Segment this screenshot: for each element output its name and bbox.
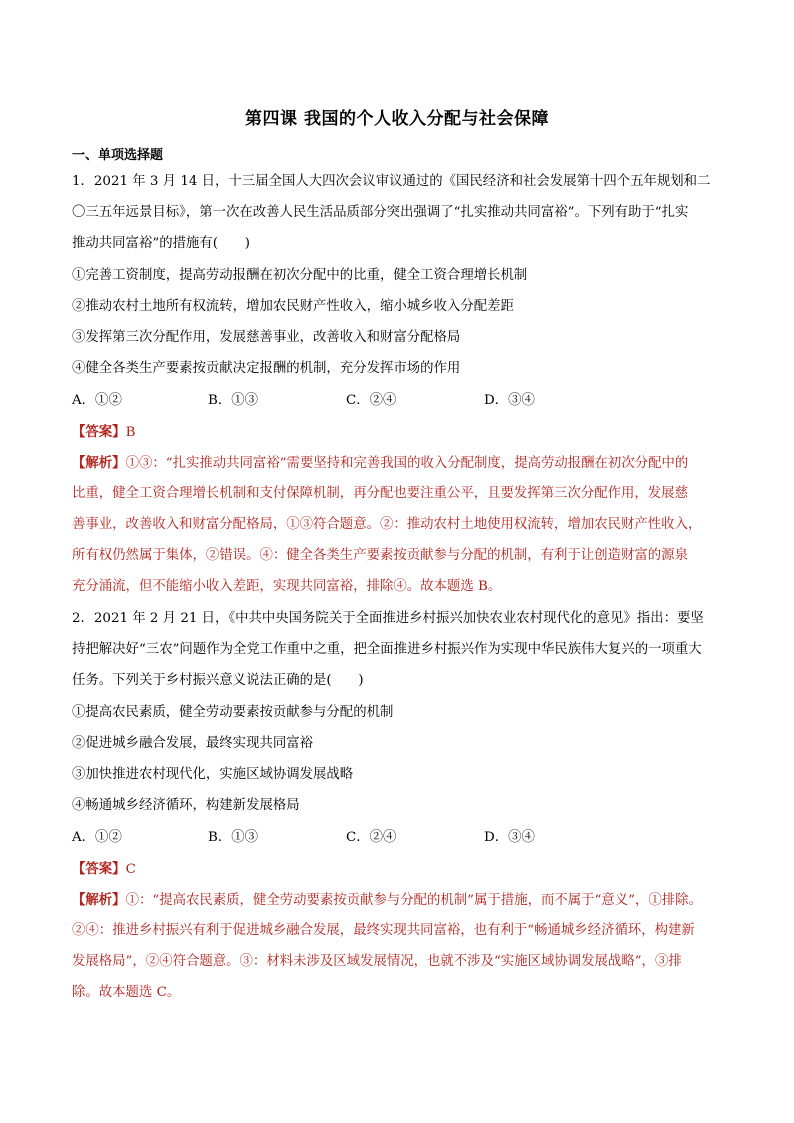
q2-stem-line: 2．2021 年 2 月 21 日，《中共中央国务院关于全面推进乡村振兴加快农业农村现代化的意见》指出：要坚 bbox=[72, 611, 704, 626]
q1-analysis-text: ①③：“扎实推动共同富裕”需要坚持和完善我国的收入分配制度，提高劳动报酬在初次分配中的 bbox=[125, 456, 689, 471]
q2-stem-line: 任务。下列关于乡村振兴意义说法正确的是( ) bbox=[72, 673, 364, 688]
q2-option-b: B．①③ bbox=[208, 830, 259, 845]
q2-stem-line: 持把解决好“三农”问题作为全党工作重中之重，把全面推进乡村振兴作为实现中华民族伟大复兴的一项重大 bbox=[72, 642, 702, 657]
q2-analysis-line: 发展格局”，②④符合题意。③：材料未涉及区域发展情况，也就不涉及“实施区域协调发展战略”，③排 bbox=[72, 954, 682, 969]
q2-item: ②促进城乡融合发展，最终实现共同富裕 bbox=[72, 736, 314, 751]
q1-option-b: B．①③ bbox=[208, 393, 259, 408]
q1-analysis-label: 【解析】 bbox=[72, 455, 126, 471]
q2-analysis-line bbox=[72, 890, 702, 911]
q1-answer-label: 【答案】 bbox=[72, 424, 126, 440]
q2-analysis-line: 除。故本题选 C。 bbox=[72, 985, 181, 1000]
q1-options bbox=[72, 391, 535, 411]
q2-item: ①提高农民素质，健全劳动要素按贡献参与分配的机制 bbox=[72, 705, 394, 720]
q1-item: ④健全各类生产要素按贡献决定报酬的机制，充分发挥市场的作用 bbox=[72, 361, 461, 376]
q1-answer-value: B bbox=[125, 425, 136, 440]
q2-option-a: A．①② bbox=[72, 830, 122, 845]
q1-stem-line: 1．2021 年 3 月 14 日，十三届全国人大四次会议审议通过的《国民经济和社会发展第十四个五年规划和二 bbox=[72, 174, 711, 189]
q1-item: ③发挥第三次分配作用，发展慈善事业，改善收入和财富分配格局 bbox=[72, 330, 461, 345]
q2-item: ③加快推进农村现代化，实施区域协调发展战略 bbox=[72, 767, 354, 782]
q2-analysis-line: ②④：推进乡村振兴有利于促进城乡融合发展，最终实现共同富裕，也有利于“畅通城乡经济循环，构建新 bbox=[72, 923, 695, 938]
q2-analysis-text: ①：“提高农民素质，健全劳动要素按贡献参与分配的机制”属于措施，而不属于“意义”，①排除。 bbox=[125, 893, 702, 908]
q2-options bbox=[72, 828, 535, 848]
q1-analysis-line: 善事业，改善收入和财富分配格局，①③符合题意。②：推动农村土地使用权流转，增加农民财产性收入， bbox=[72, 517, 702, 532]
q1-analysis-line: 所有权仍然属于集体，②错误。④：健全各类生产要素按贡献参与分配的机制，有利于让创造财富的源泉 bbox=[72, 548, 688, 563]
q1-analysis-line: 比重，健全工资合理增长机制和支付保障机制，再分配也要注重公平，且要发挥第三次分配作用，发展慈 bbox=[72, 486, 688, 501]
q2-answer-value: C bbox=[125, 862, 136, 877]
q1-analysis-line bbox=[72, 453, 688, 474]
q2-answer bbox=[72, 859, 136, 880]
q1-stem-line: 〇三五年远景目标》，第一次在改善人民生活品质部分突出强调了“扎实推动共同富裕”。下列有助于“扎实 bbox=[72, 205, 689, 220]
q1-item: ①完善工资制度，提高劳动报酬在初次分配中的比重，健全工资合理增长机制 bbox=[72, 268, 528, 283]
q1-option-c: C．②④ bbox=[346, 393, 397, 408]
q1-option-a: A．①② bbox=[72, 393, 122, 408]
q1-analysis-line: 充分涌流，但不能缩小收入差距，实现共同富裕，排除④。故本题选 B。 bbox=[72, 579, 502, 594]
q1-item: ②推动农村土地所有权流转，增加农民财产性收入，缩小城乡收入分配差距 bbox=[72, 299, 514, 314]
q2-item: ④畅通城乡经济循环，构建新发展格局 bbox=[72, 798, 300, 813]
q1-stem-line: 推动共同富裕”的措施有( ) bbox=[72, 236, 250, 251]
q2-answer-label: 【答案】 bbox=[72, 861, 126, 877]
section-heading: 一、单项选择题 bbox=[72, 148, 164, 163]
q2-analysis-label: 【解析】 bbox=[72, 892, 126, 908]
q1-option-d: D．③④ bbox=[484, 393, 535, 408]
q1-answer bbox=[72, 422, 135, 443]
page-title: 第四课 我国的个人收入分配与社会保障 bbox=[245, 109, 549, 129]
q2-option-c: C．②④ bbox=[346, 830, 397, 845]
q2-option-d: D．③④ bbox=[484, 830, 535, 845]
